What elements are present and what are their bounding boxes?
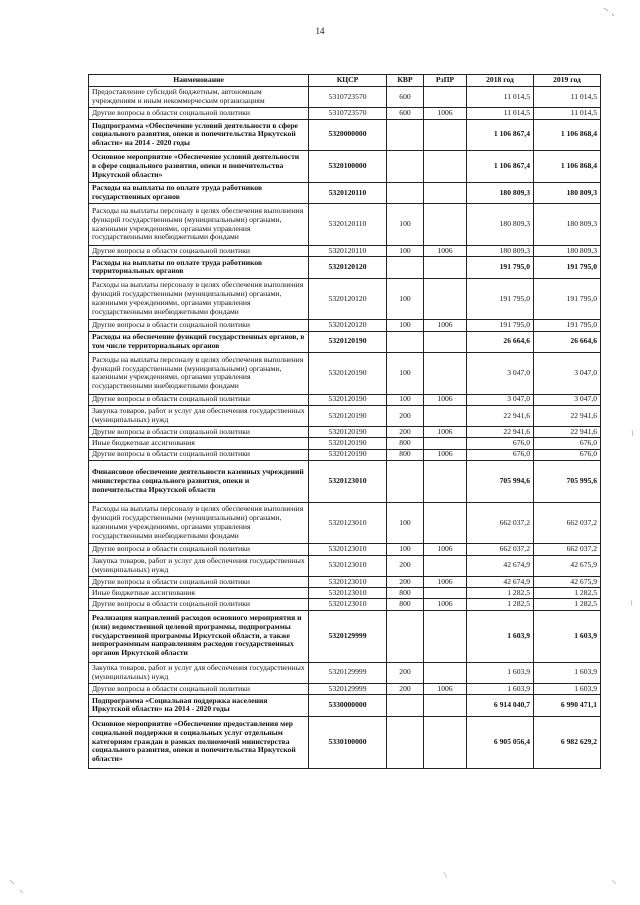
cell-name: Основное мероприятие «Обеспечение предоставления мер социальной поддержки и социальных услуг отдельным категориям граждан в рамках полномочий министерства социального развития, опеки и попечительства Иркутской области» — [89, 716, 309, 768]
cell-kcsr: 5320120120 — [309, 320, 387, 331]
cell-kcsr: 5320100000 — [309, 151, 387, 183]
cell-2019: 180 809,3 — [534, 204, 601, 246]
cell-name: Другие вопросы в области социальной политики — [89, 394, 309, 405]
cell-kcsr: 5320120190 — [309, 449, 387, 460]
cell-rzpr: 1006 — [424, 577, 467, 588]
cell-kvr: 100 — [387, 245, 424, 256]
cell-rzpr: 1006 — [424, 449, 467, 460]
cell-kvr: 800 — [387, 588, 424, 599]
cell-name: Другие вопросы в области социальной политики — [89, 449, 309, 460]
cell-kvr: 200 — [387, 577, 424, 588]
cell-name: Другие вопросы в области социальной политики — [89, 245, 309, 256]
cell-name: Реализация направлений расходов основного мероприятия и (или) ведомственной целевой программы, подпрограммы государственной программы Иркутской области, а также непрограммным направлениям расходов государственных органов Иркутской области — [89, 610, 309, 662]
cell-name: Расходы на выплаты по оплате труда работников государственных органов — [89, 182, 309, 203]
cell-name: Основное мероприятие «Обеспечение условий деятельности в сфере социального развития, опеки и попечительства Иркутской области» — [89, 151, 309, 183]
page-number: 14 — [315, 26, 325, 36]
cell-name: Другие вопросы в области социальной политики — [89, 683, 309, 694]
cell-kcsr: 5320000000 — [309, 119, 387, 151]
cell-kcsr: 5320129999 — [309, 683, 387, 694]
cell-2019: 22 941,6 — [534, 405, 601, 426]
cell-kvr: 100 — [387, 502, 424, 544]
table-row — [89, 204, 601, 246]
cell-kcsr: 5320120110 — [309, 182, 387, 203]
cell-2018: 1 106 867,4 — [467, 151, 534, 183]
table-row — [89, 683, 601, 694]
cell-2019: 705 995,6 — [534, 460, 601, 502]
table-row — [89, 588, 601, 599]
cell-name: Расходы на выплаты персоналу в целях обеспечения выполнения функций государственными (муниципальными) органами, казенными учреждениями, органами управления государственными внебюджетными фондами — [89, 204, 309, 246]
cell-kvr: 600 — [387, 87, 424, 108]
cell-2019: 6 990 471,1 — [534, 695, 601, 716]
cell-kvr: 200 — [387, 405, 424, 426]
cell-rzpr — [424, 460, 467, 502]
cell-name: Расходы на выплаты персоналу в целях обеспечения выполнения функций государственными (муниципальными) органами, казенными учреждениями, органами управления государственными внебюджетными фондами — [89, 502, 309, 544]
cell-2019: 180 809,3 — [534, 245, 601, 256]
cell-kcsr: 5320123010 — [309, 502, 387, 544]
table-row — [89, 394, 601, 405]
cell-kcsr: 5320120120 — [309, 257, 387, 278]
cell-2019: 3 047,0 — [534, 352, 601, 394]
cell-2018: 180 809,3 — [467, 204, 534, 246]
cell-kvr: 100 — [387, 352, 424, 394]
table-row — [89, 610, 601, 662]
table-row — [89, 695, 601, 716]
table-row — [89, 662, 601, 683]
cell-2019: 42 675,9 — [534, 577, 601, 588]
cell-2018: 22 941,6 — [467, 427, 534, 438]
cell-kvr — [387, 610, 424, 662]
cell-kvr: 200 — [387, 427, 424, 438]
cell-kvr: 100 — [387, 320, 424, 331]
cell-2019: 1 106 868,4 — [534, 151, 601, 183]
cell-kcsr: 5320120110 — [309, 204, 387, 246]
cell-kcsr: 5320123010 — [309, 460, 387, 502]
cell-2018: 11 014,5 — [467, 108, 534, 119]
cell-kcsr: 5320120190 — [309, 438, 387, 449]
table-row — [89, 460, 601, 502]
cell-2019: 42 675,9 — [534, 555, 601, 576]
cell-2018: 1 603,9 — [467, 662, 534, 683]
cell-2019: 191 795,0 — [534, 257, 601, 278]
cell-rzpr — [424, 502, 467, 544]
table-row — [89, 555, 601, 576]
cell-rzpr — [424, 331, 467, 352]
cell-kvr — [387, 460, 424, 502]
cell-kcsr: 5330000000 — [309, 695, 387, 716]
cell-kvr: 200 — [387, 662, 424, 683]
cell-kcsr: 5320120120 — [309, 278, 387, 320]
cell-rzpr — [424, 662, 467, 683]
cell-2018: 26 664,6 — [467, 331, 534, 352]
cell-name: Другие вопросы в области социальной политики — [89, 427, 309, 438]
cell-rzpr — [424, 695, 467, 716]
cell-kcsr: 5320123010 — [309, 555, 387, 576]
cell-rzpr: 1006 — [424, 544, 467, 555]
cell-2018: 42 674,9 — [467, 555, 534, 576]
cell-kcsr: 5320120190 — [309, 331, 387, 352]
cell-name: Иные бюджетные ассигнования — [89, 588, 309, 599]
header-rzpr: РзПР — [424, 75, 467, 87]
cell-name: Иные бюджетные ассигнования — [89, 438, 309, 449]
header-kcsr: КЦСР — [309, 75, 387, 87]
cell-2018: 191 795,0 — [467, 278, 534, 320]
cell-name: Закупка товаров, работ и услуг для обеспечения государственных (муниципальных) нужд — [89, 555, 309, 576]
cell-2019: 191 795,0 — [534, 320, 601, 331]
cell-kcsr: 5320120190 — [309, 352, 387, 394]
cell-name: Предоставление субсидий бюджетным, автономным учреждениям и иным некоммерческим организациям — [89, 87, 309, 108]
cell-2019: 180 809,3 — [534, 182, 601, 203]
cell-kvr: 600 — [387, 108, 424, 119]
cell-2019: 662 037,2 — [534, 502, 601, 544]
cell-kcsr: 5320120190 — [309, 405, 387, 426]
cell-kvr: 100 — [387, 544, 424, 555]
cell-rzpr: 1006 — [424, 427, 467, 438]
cell-2018: 676,0 — [467, 449, 534, 460]
cell-2018: 11 014,5 — [467, 87, 534, 108]
cell-kcsr: 5320120190 — [309, 427, 387, 438]
cell-rzpr — [424, 588, 467, 599]
cell-kvr — [387, 331, 424, 352]
cell-2018: 662 037,2 — [467, 502, 534, 544]
cell-2019: 11 014,5 — [534, 87, 601, 108]
cell-name: Расходы на выплаты по оплате труда работников территориальных органов — [89, 257, 309, 278]
cell-2019: 1 282,5 — [534, 588, 601, 599]
cell-2018: 1 603,9 — [467, 683, 534, 694]
table-body — [89, 87, 601, 769]
cell-rzpr — [424, 204, 467, 246]
cell-2018: 42 674,9 — [467, 577, 534, 588]
cell-kvr: 800 — [387, 449, 424, 460]
cell-kcsr: 5310723570 — [309, 108, 387, 119]
cell-kvr: 800 — [387, 599, 424, 610]
table-header-row — [89, 75, 601, 87]
table-row — [89, 320, 601, 331]
cell-rzpr — [424, 555, 467, 576]
cell-kvr: 100 — [387, 394, 424, 405]
cell-2018: 180 809,3 — [467, 245, 534, 256]
cell-name: Финансовое обеспечение деятельности казенных учреждений министерства социального развития, опеки и попечительства Иркутской области — [89, 460, 309, 502]
cell-2019: 1 282,5 — [534, 599, 601, 610]
cell-name: Закупка товаров, работ и услуг для обеспечения государственных (муниципальных) нужд — [89, 662, 309, 683]
cell-kvr: 200 — [387, 683, 424, 694]
cell-2019: 22 941,6 — [534, 427, 601, 438]
cell-2018: 180 809,3 — [467, 182, 534, 203]
cell-2019: 676,0 — [534, 449, 601, 460]
cell-2018: 3 047,0 — [467, 394, 534, 405]
cell-rzpr — [424, 278, 467, 320]
table-row — [89, 182, 601, 203]
cell-name: Подпрограмма «Социальная поддержка населения Иркутской области» на 2014 - 2020 годы — [89, 695, 309, 716]
table-row — [89, 151, 601, 183]
cell-kcsr: 5320120190 — [309, 394, 387, 405]
cell-rzpr: 1006 — [424, 245, 467, 256]
cell-2019: 1 106 868,4 — [534, 119, 601, 151]
cell-kvr: 200 — [387, 555, 424, 576]
cell-2018: 662 037,2 — [467, 544, 534, 555]
header-2019: 2019 год — [534, 75, 601, 87]
cell-kvr: 100 — [387, 278, 424, 320]
cell-2019: 662 037,2 — [534, 544, 601, 555]
cell-rzpr — [424, 716, 467, 768]
cell-rzpr — [424, 610, 467, 662]
cell-2019: 676,0 — [534, 438, 601, 449]
cell-kcsr: 5320120110 — [309, 245, 387, 256]
cell-2019: 26 664,6 — [534, 331, 601, 352]
table-row — [89, 245, 601, 256]
cell-name: Расходы на выплаты персоналу в целях обеспечения выполнения функций государственными (муниципальными) органами, казенными учреждениями, органами управления государственными внебюджетными фондами — [89, 278, 309, 320]
table-row — [89, 502, 601, 544]
cell-kvr: 100 — [387, 204, 424, 246]
cell-2018: 1 603,9 — [467, 610, 534, 662]
cell-2019: 1 603,9 — [534, 610, 601, 662]
table-row — [89, 257, 601, 278]
cell-2018: 705 994,6 — [467, 460, 534, 502]
table-row — [89, 87, 601, 108]
table-row — [89, 405, 601, 426]
cell-kcsr: 5310723570 — [309, 87, 387, 108]
cell-2019: 3 047,0 — [534, 394, 601, 405]
cell-rzpr: 1006 — [424, 599, 467, 610]
cell-2018: 1 106 867,4 — [467, 119, 534, 151]
table-row — [89, 599, 601, 610]
budget-table — [88, 74, 601, 769]
cell-rzpr — [424, 182, 467, 203]
header-2018: 2018 год — [467, 75, 534, 87]
cell-rzpr — [424, 352, 467, 394]
cell-2018: 191 795,0 — [467, 320, 534, 331]
cell-kvr: 800 — [387, 438, 424, 449]
cell-kvr — [387, 182, 424, 203]
cell-2018: 6 914 040,7 — [467, 695, 534, 716]
cell-2019: 11 014,5 — [534, 108, 601, 119]
cell-rzpr — [424, 119, 467, 151]
header-name: Наименование — [89, 75, 309, 87]
cell-rzpr: 1006 — [424, 683, 467, 694]
cell-name: Расходы на выплаты персоналу в целях обеспечения выполнения функций государственными (муниципальными) органами, казенными учреждениями, органами управления государственными внебюджетными фондами — [89, 352, 309, 394]
cell-rzpr: 1006 — [424, 320, 467, 331]
table-row — [89, 544, 601, 555]
cell-rzpr — [424, 87, 467, 108]
cell-2018: 6 905 056,4 — [467, 716, 534, 768]
table-row — [89, 119, 601, 151]
cell-2018: 3 047,0 — [467, 352, 534, 394]
table-row — [89, 352, 601, 394]
cell-name: Закупка товаров, работ и услуг для обеспечения государственных (муниципальных) нужд — [89, 405, 309, 426]
cell-kcsr: 5330100000 — [309, 716, 387, 768]
table-row — [89, 427, 601, 438]
cell-name: Подпрограмма «Обеспечение условий деятельности в сфере социального развития, опеки и попечительства Иркутской области» на 2014 - 2020 годы — [89, 119, 309, 151]
cell-2019: 6 982 629,2 — [534, 716, 601, 768]
cell-rzpr — [424, 438, 467, 449]
cell-2019: 1 603,9 — [534, 662, 601, 683]
cell-name: Другие вопросы в области социальной политики — [89, 599, 309, 610]
table-row — [89, 438, 601, 449]
table-row — [89, 278, 601, 320]
table-row — [89, 577, 601, 588]
table-row — [89, 449, 601, 460]
cell-kcsr: 5320123010 — [309, 577, 387, 588]
cell-kvr — [387, 151, 424, 183]
table-row — [89, 108, 601, 119]
cell-kvr — [387, 119, 424, 151]
cell-rzpr: 1006 — [424, 394, 467, 405]
cell-kvr — [387, 695, 424, 716]
cell-kcsr: 5320129999 — [309, 610, 387, 662]
table-row — [89, 716, 601, 768]
cell-2018: 191 795,0 — [467, 257, 534, 278]
cell-rzpr — [424, 257, 467, 278]
cell-name: Другие вопросы в области социальной политики — [89, 320, 309, 331]
cell-name: Другие вопросы в области социальной политики — [89, 577, 309, 588]
cell-rzpr — [424, 405, 467, 426]
cell-2018: 1 282,5 — [467, 599, 534, 610]
cell-name: Другие вопросы в области социальной политики — [89, 544, 309, 555]
cell-kcsr: 5320123010 — [309, 588, 387, 599]
table-row — [89, 331, 601, 352]
cell-kcsr: 5320129999 — [309, 662, 387, 683]
cell-kcsr: 5320123010 — [309, 599, 387, 610]
cell-rzpr — [424, 151, 467, 183]
cell-2018: 1 282,5 — [467, 588, 534, 599]
header-kvr: КВР — [387, 75, 424, 87]
cell-kvr — [387, 257, 424, 278]
cell-2019: 191 795,0 — [534, 278, 601, 320]
cell-2018: 22 941,6 — [467, 405, 534, 426]
cell-rzpr: 1006 — [424, 108, 467, 119]
cell-2018: 676,0 — [467, 438, 534, 449]
cell-kcsr: 5320123010 — [309, 544, 387, 555]
cell-2019: 1 603,9 — [534, 683, 601, 694]
cell-name: Другие вопросы в области социальной политики — [89, 108, 309, 119]
cell-name: Расходы на обеспечение функций государственных органов, в том числе территориальных органов — [89, 331, 309, 352]
cell-kvr — [387, 716, 424, 768]
